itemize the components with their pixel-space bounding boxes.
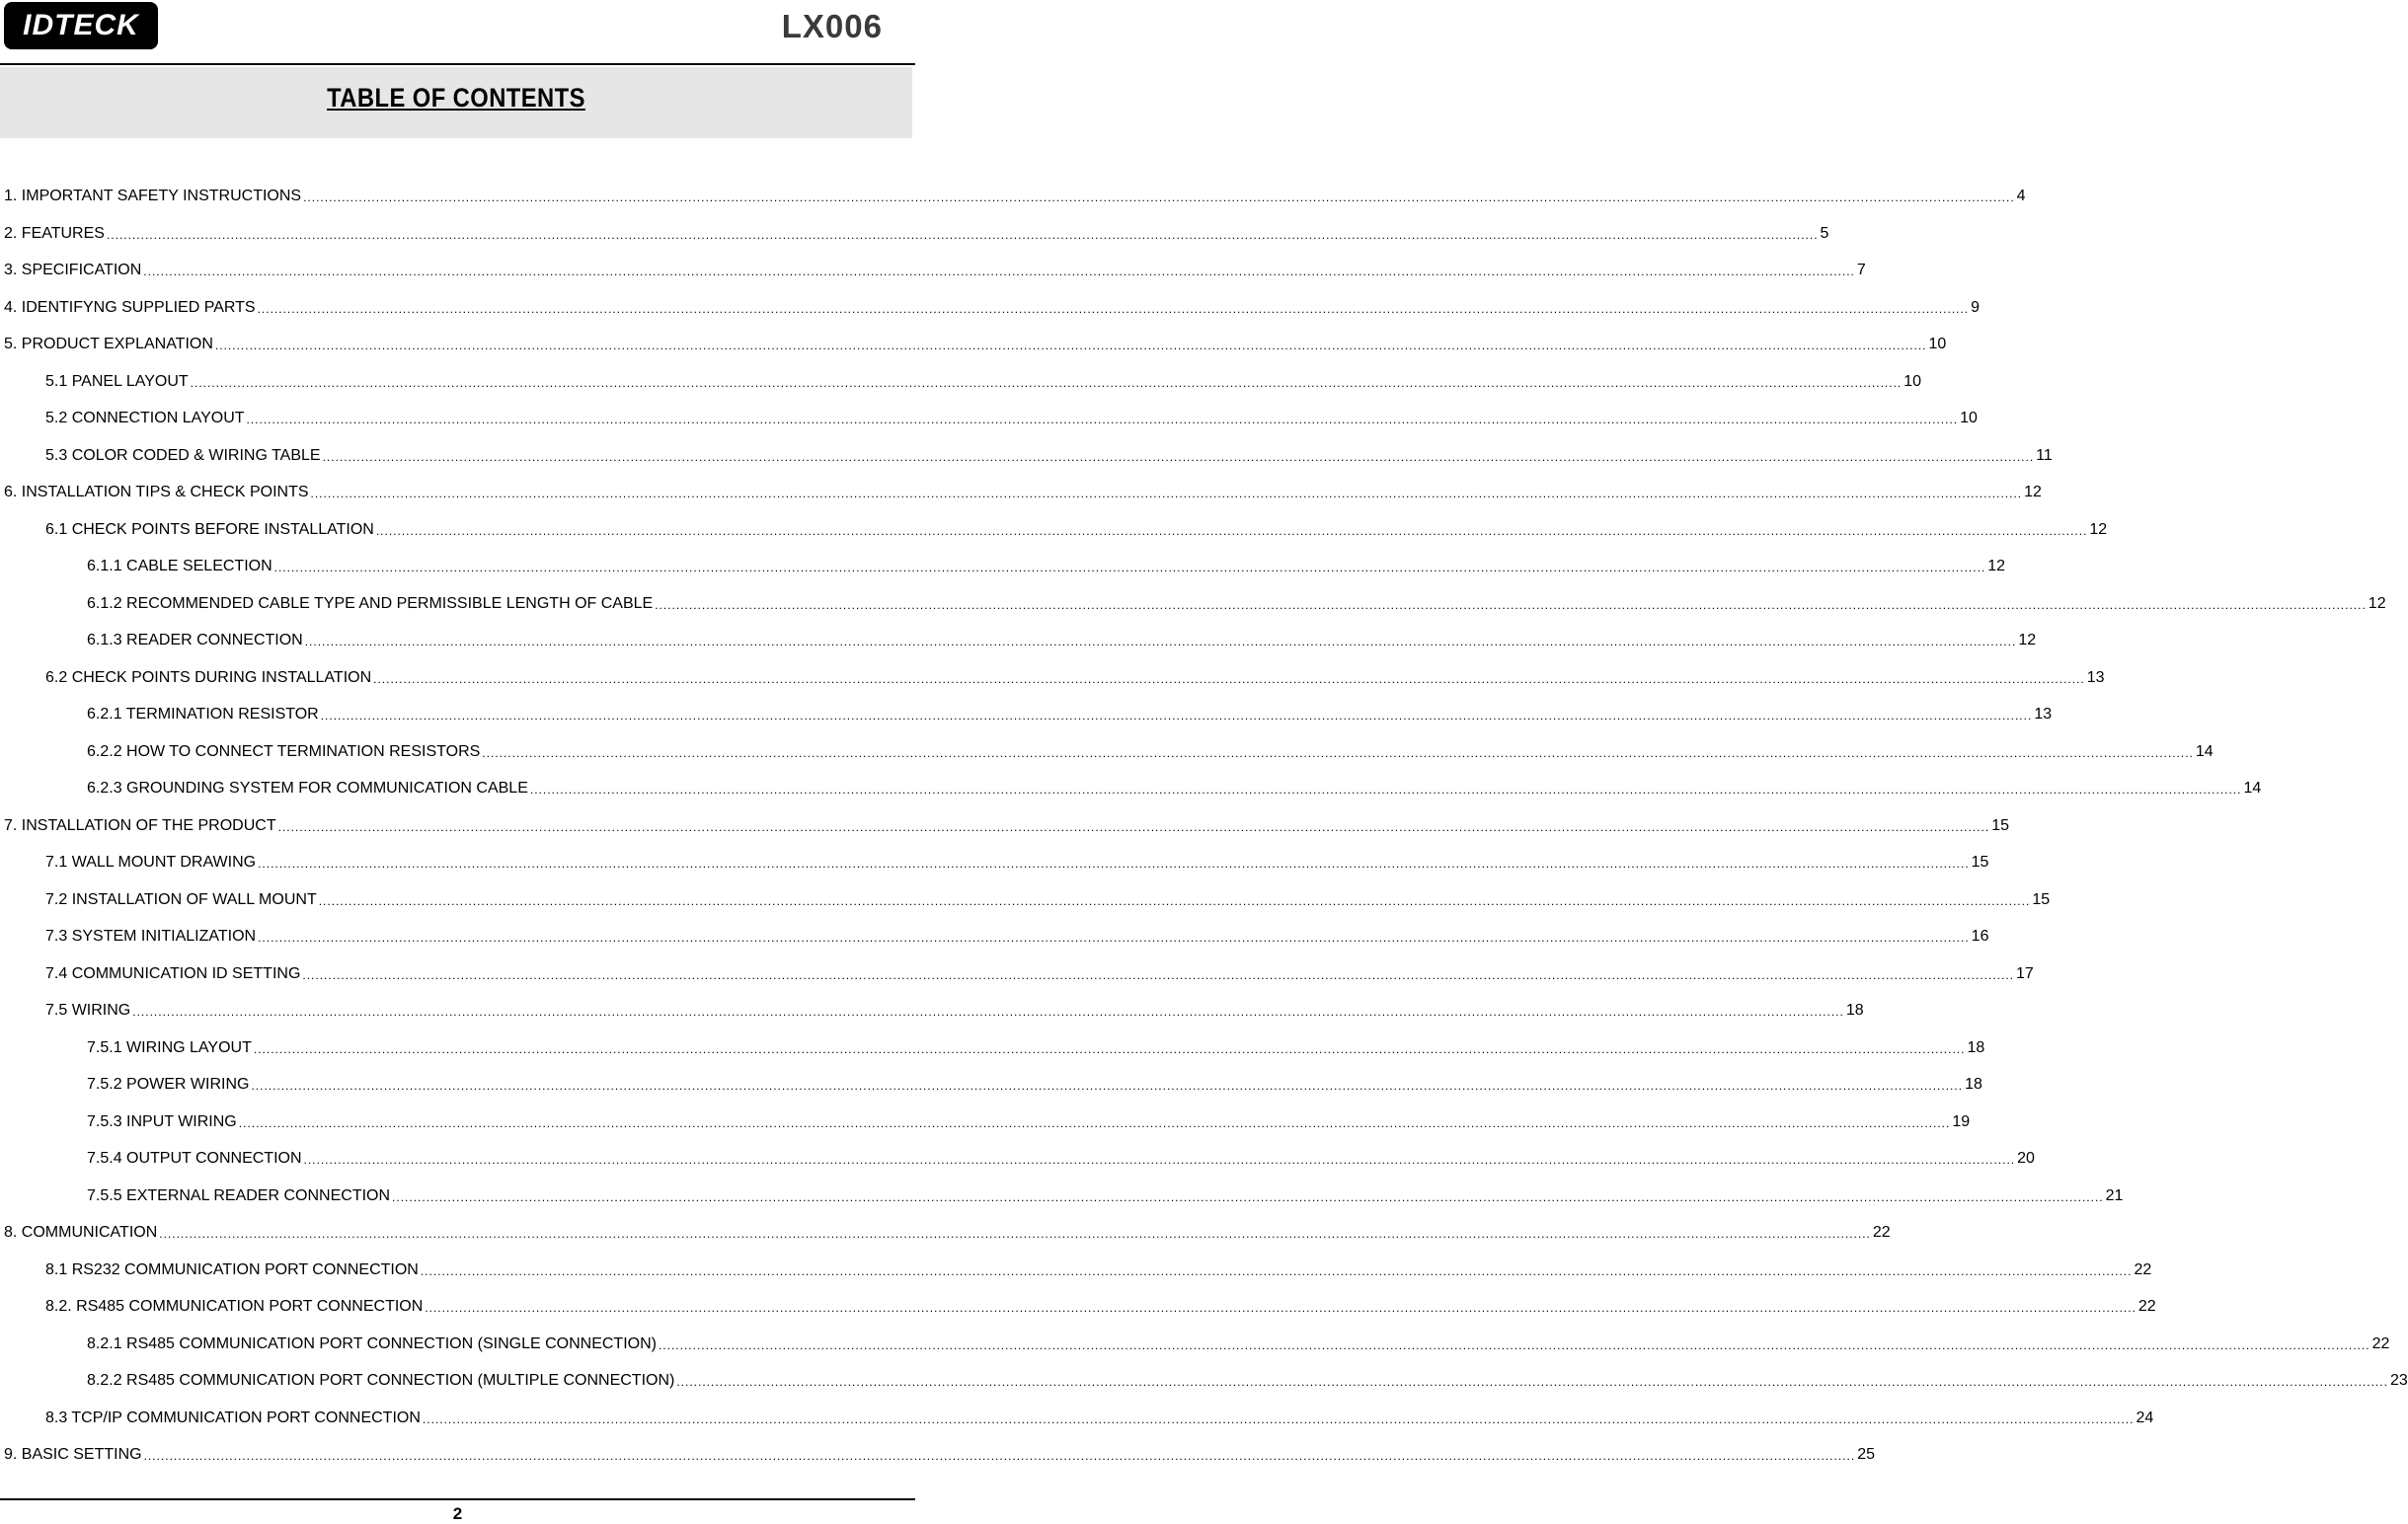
toc-entry-page: 19: [1952, 1112, 1971, 1130]
toc-entry-label: 8.2.2 RS485 COMMUNICATION PORT CONNECTION (MULTIPLE CONNECTION): [87, 1372, 675, 1389]
toc-entry[interactable]: [0, 668, 2105, 706]
toc-entry[interactable]: [0, 631, 2037, 668]
dot-leader: ................................................................................................................................................................................................................................................................................................................................................................................................................: [420, 1263, 2133, 1278]
toc-entry[interactable]: [0, 1112, 1971, 1150]
toc-entry-label: 8. COMMUNICATION: [4, 1224, 158, 1241]
dot-leader: ................................................................................................................................................................................................................................................................................................................................................................................................................: [303, 1153, 2016, 1167]
toc-entry[interactable]: [0, 742, 2214, 780]
dot-leader: ................................................................................................................................................................................................................................................................................................................................................................................................................: [106, 227, 1819, 242]
toc-entry-page: 12: [1987, 558, 2006, 574]
toc-entry-page: 10: [1928, 336, 1947, 352]
model-name: LX006: [781, 8, 883, 44]
header-divider: [0, 63, 915, 65]
toc-entry[interactable]: [0, 1038, 1985, 1076]
toc-entry-label: 7.5.4 OUTPUT CONNECTION: [87, 1150, 302, 1167]
toc-entry[interactable]: [0, 853, 1989, 890]
toc-entry[interactable]: [0, 1297, 2156, 1334]
toc-entry-label: 7.5 WIRING: [45, 1002, 131, 1019]
toc-entry[interactable]: [0, 964, 2034, 1002]
toc-entry[interactable]: [0, 594, 2386, 632]
dot-leader: ................................................................................................................................................................................................................................................................................................................................................................................................................: [375, 523, 2088, 538]
toc-entry-page: 9: [1971, 298, 1981, 316]
toc-entry-label: 6.1 CHECK POINTS BEFORE INSTALLATION: [45, 520, 374, 538]
page-number: 2: [452, 1504, 463, 1523]
dot-leader: ................................................................................................................................................................................................................................................................................................................................................................................................................: [425, 1301, 2136, 1315]
dot-leader: ................................................................................................................................................................................................................................................................................................................................................................................................................: [190, 375, 1903, 390]
toc-entry-label: 8.3 TCP/IP COMMUNICATION PORT CONNECTION: [45, 1409, 421, 1426]
dot-leader: ................................................................................................................................................................................................................................................................................................................................................................................................................: [214, 339, 1927, 352]
toc-entry[interactable]: [0, 261, 1866, 298]
footer-divider: [0, 1498, 915, 1500]
page-title: TABLE OF CONTENTS: [327, 83, 585, 113]
dot-leader: ................................................................................................................................................................................................................................................................................................................................................................................................................: [303, 190, 2015, 204]
toc-entry[interactable]: [0, 446, 2053, 484]
dot-leader: ................................................................................................................................................................................................................................................................................................................................................................................................................: [258, 931, 1970, 945]
dot-leader: ................................................................................................................................................................................................................................................................................................................................................................................................................: [238, 1115, 1951, 1130]
toc-entry-label: 6.2.3 GROUNDING SYSTEM FOR COMMUNICATION CABLE: [87, 780, 528, 797]
toc-entry-page: 25: [1857, 1446, 1875, 1463]
toc-entry-label: 6.1.1 CABLE SELECTION: [87, 558, 272, 574]
toc-entry-page: 13: [2034, 706, 2053, 723]
toc-entry-page: 23: [2389, 1372, 2408, 1389]
dot-leader: ................................................................................................................................................................................................................................................................................................................................................................................................................: [322, 449, 2035, 464]
toc-entry-page: 12: [2018, 632, 2037, 648]
toc-entry-label: 7.4 COMMUNICATION ID SETTING: [45, 964, 301, 982]
dot-leader: ................................................................................................................................................................................................................................................................................................................................................................................................................: [159, 1227, 1871, 1241]
toc-entry-label: 7.3 SYSTEM INITIALIZATION: [45, 928, 257, 945]
toc-entry-page: 22: [2371, 1334, 2390, 1352]
toc-entry-page: 22: [2137, 1298, 2156, 1315]
dot-leader: ................................................................................................................................................................................................................................................................................................................................................................................................................: [258, 857, 1970, 871]
title-band: [0, 67, 912, 138]
toc-entry-label: 5. PRODUCT EXPLANATION: [4, 336, 213, 352]
toc-entry-page: 22: [2134, 1260, 2152, 1278]
toc-entry-page: 11: [2036, 446, 2053, 464]
dot-leader: ................................................................................................................................................................................................................................................................................................................................................................................................................: [482, 745, 2194, 760]
toc-entry-page: 12: [2368, 594, 2386, 612]
table-of-contents: [0, 187, 2408, 1483]
toc-entry[interactable]: [0, 409, 1978, 446]
toc-entry[interactable]: [0, 816, 2009, 854]
toc-entry-label: 3. SPECIFICATION: [4, 262, 142, 278]
toc-entry-page: 18: [1965, 1076, 1982, 1093]
toc-entry-label: 8.2.1 RS485 COMMUNICATION PORT CONNECTION (SINGLE CONNECTION): [87, 1334, 657, 1352]
toc-entry-label: 6.2 CHECK POINTS DURING INSTALLATION: [45, 668, 372, 686]
toc-entry[interactable]: [0, 224, 1829, 262]
toc-entry[interactable]: [0, 483, 2042, 520]
toc-entry[interactable]: [0, 1371, 2408, 1409]
toc-entry-label: 8.2. RS485 COMMUNICATION PORT CONNECTION: [45, 1298, 424, 1315]
toc-entry-label: 5.2 CONNECTION LAYOUT: [45, 410, 245, 426]
toc-entry-label: 5.3 COLOR CODED & WIRING TABLE: [45, 446, 321, 464]
toc-entry-label: 6.2.2 HOW TO CONNECT TERMINATION RESISTORS: [87, 742, 481, 760]
toc-entry-page: 14: [2195, 742, 2214, 760]
toc-entry-label: 1. IMPORTANT SAFETY INSTRUCTIONS: [4, 188, 302, 204]
dot-leader: ................................................................................................................................................................................................................................................................................................................................................................................................................: [320, 709, 2033, 723]
toc-entry[interactable]: [0, 927, 1989, 964]
toc-entry-page: 13: [2086, 668, 2105, 686]
toc-entry-label: 9. BASIC SETTING: [4, 1446, 142, 1463]
toc-entry[interactable]: [0, 557, 2006, 594]
dot-leader: ................................................................................................................................................................................................................................................................................................................................................................................................................: [658, 1337, 2370, 1352]
dot-leader: ................................................................................................................................................................................................................................................................................................................................................................................................................: [392, 1189, 2104, 1204]
toc-entry-page: 22: [1872, 1224, 1891, 1241]
toc-entry[interactable]: [0, 335, 1947, 372]
toc-entry[interactable]: [0, 1223, 1891, 1260]
toc-entry[interactable]: [0, 705, 2053, 742]
dot-leader: ................................................................................................................................................................................................................................................................................................................................................................................................................: [422, 1411, 2135, 1426]
toc-entry[interactable]: [0, 1001, 1864, 1038]
toc-entry-page: 21: [2105, 1186, 2124, 1204]
toc-entry[interactable]: [0, 1260, 2152, 1298]
toc-entry-page: 10: [1903, 372, 1922, 390]
toc-entry-page: 10: [1960, 410, 1978, 426]
toc-entry-label: 6.1.2 RECOMMENDED CABLE TYPE AND PERMISSIBLE LENGTH OF CABLE: [87, 594, 654, 612]
dot-leader: ................................................................................................................................................................................................................................................................................................................................................................................................................: [304, 635, 2017, 648]
toc-entry-label: 7.2 INSTALLATION OF WALL MOUNT: [45, 890, 317, 908]
toc-entry[interactable]: [0, 1409, 2154, 1446]
toc-entry-label: 6.2.1 TERMINATION RESISTOR: [87, 706, 319, 723]
toc-entry-page: 16: [1971, 928, 1989, 945]
toc-entry-label: 7.5.3 INPUT WIRING: [87, 1112, 237, 1130]
toc-entry-label: 7.1 WALL MOUNT DRAWING: [45, 854, 257, 871]
toc-entry[interactable]: [0, 298, 1981, 336]
dot-leader: ................................................................................................................................................................................................................................................................................................................................................................................................................: [251, 1079, 1964, 1093]
dot-leader: ................................................................................................................................................................................................................................................................................................................................................................................................................: [318, 893, 2031, 908]
dot-leader: ................................................................................................................................................................................................................................................................................................................................................................................................................: [273, 561, 1986, 574]
dot-leader: ................................................................................................................................................................................................................................................................................................................................................................................................................: [246, 413, 1959, 426]
toc-entry-page: 17: [2015, 964, 2034, 982]
dot-leader: ................................................................................................................................................................................................................................................................................................................................................................................................................: [310, 487, 2023, 500]
toc-entry-page: 18: [1845, 1002, 1864, 1019]
page-header: [0, 0, 915, 63]
dot-leader: ................................................................................................................................................................................................................................................................................................................................................................................................................: [143, 1449, 1856, 1463]
toc-entry-page: 12: [2024, 484, 2042, 500]
toc-entry-page: 5: [1820, 224, 1829, 242]
toc-entry[interactable]: [0, 1334, 2390, 1372]
dot-leader: ................................................................................................................................................................................................................................................................................................................................................................................................................: [277, 819, 1990, 834]
idteck-logo: [4, 2, 158, 49]
toc-entry-page: 12: [2089, 520, 2108, 538]
toc-entry-label: 7.5.5 EXTERNAL READER CONNECTION: [87, 1186, 391, 1204]
toc-entry-label: 7. INSTALLATION OF THE PRODUCT: [4, 816, 276, 834]
toc-entry-label: 8.1 RS232 COMMUNICATION PORT CONNECTION: [45, 1260, 419, 1278]
dot-leader: ................................................................................................................................................................................................................................................................................................................................................................................................................: [529, 783, 2242, 797]
toc-entry[interactable]: [0, 779, 2262, 816]
toc-entry-page: 15: [2032, 890, 2051, 908]
toc-entry-label: 6.1.3 READER CONNECTION: [87, 632, 303, 648]
toc-entry-page: 24: [2136, 1409, 2154, 1426]
toc-entry-page: 15: [1971, 854, 1989, 871]
logo-text: IDTECK: [23, 9, 139, 41]
toc-entry[interactable]: [0, 372, 1922, 410]
dot-leader: ................................................................................................................................................................................................................................................................................................................................................................................................................: [257, 301, 1970, 316]
toc-entry-page: 20: [2017, 1150, 2035, 1167]
dot-leader: ................................................................................................................................................................................................................................................................................................................................................................................................................: [676, 1375, 2388, 1389]
toc-entry-page: 14: [2243, 780, 2262, 797]
dot-leader: ................................................................................................................................................................................................................................................................................................................................................................................................................: [253, 1041, 1966, 1056]
toc-entry-page: 18: [1967, 1038, 1985, 1056]
toc-entry-label: 7.5.2 POWER WIRING: [87, 1076, 250, 1093]
toc-entry[interactable]: [0, 1445, 1875, 1483]
dot-leader: ................................................................................................................................................................................................................................................................................................................................................................................................................: [373, 671, 2085, 686]
toc-entry[interactable]: [0, 187, 2026, 224]
toc-entry-page: 15: [1991, 816, 2009, 834]
toc-entry[interactable]: [0, 1186, 2124, 1224]
dot-leader: ................................................................................................................................................................................................................................................................................................................................................................................................................: [302, 967, 2014, 982]
toc-entry-label: 4. IDENTIFYNG SUPPLIED PARTS: [4, 298, 256, 316]
toc-entry-label: 2. FEATURES: [4, 224, 105, 242]
toc-entry[interactable]: [0, 1075, 1982, 1112]
toc-entry-label: 7.5.1 WIRING LAYOUT: [87, 1038, 252, 1056]
dot-leader: ................................................................................................................................................................................................................................................................................................................................................................................................................: [655, 597, 2367, 612]
toc-entry[interactable]: [0, 520, 2108, 558]
dot-leader: ................................................................................................................................................................................................................................................................................................................................................................................................................: [143, 265, 1855, 278]
toc-entry-label: 6. INSTALLATION TIPS & CHECK POINTS: [4, 484, 309, 500]
toc-entry[interactable]: [0, 890, 2051, 928]
toc-entry-label: 5.1 PANEL LAYOUT: [45, 372, 189, 390]
dot-leader: ................................................................................................................................................................................................................................................................................................................................................................................................................: [132, 1005, 1844, 1019]
toc-entry-page: 4: [2016, 188, 2026, 204]
toc-entry-page: 7: [1856, 262, 1866, 278]
toc-entry[interactable]: [0, 1149, 2035, 1186]
